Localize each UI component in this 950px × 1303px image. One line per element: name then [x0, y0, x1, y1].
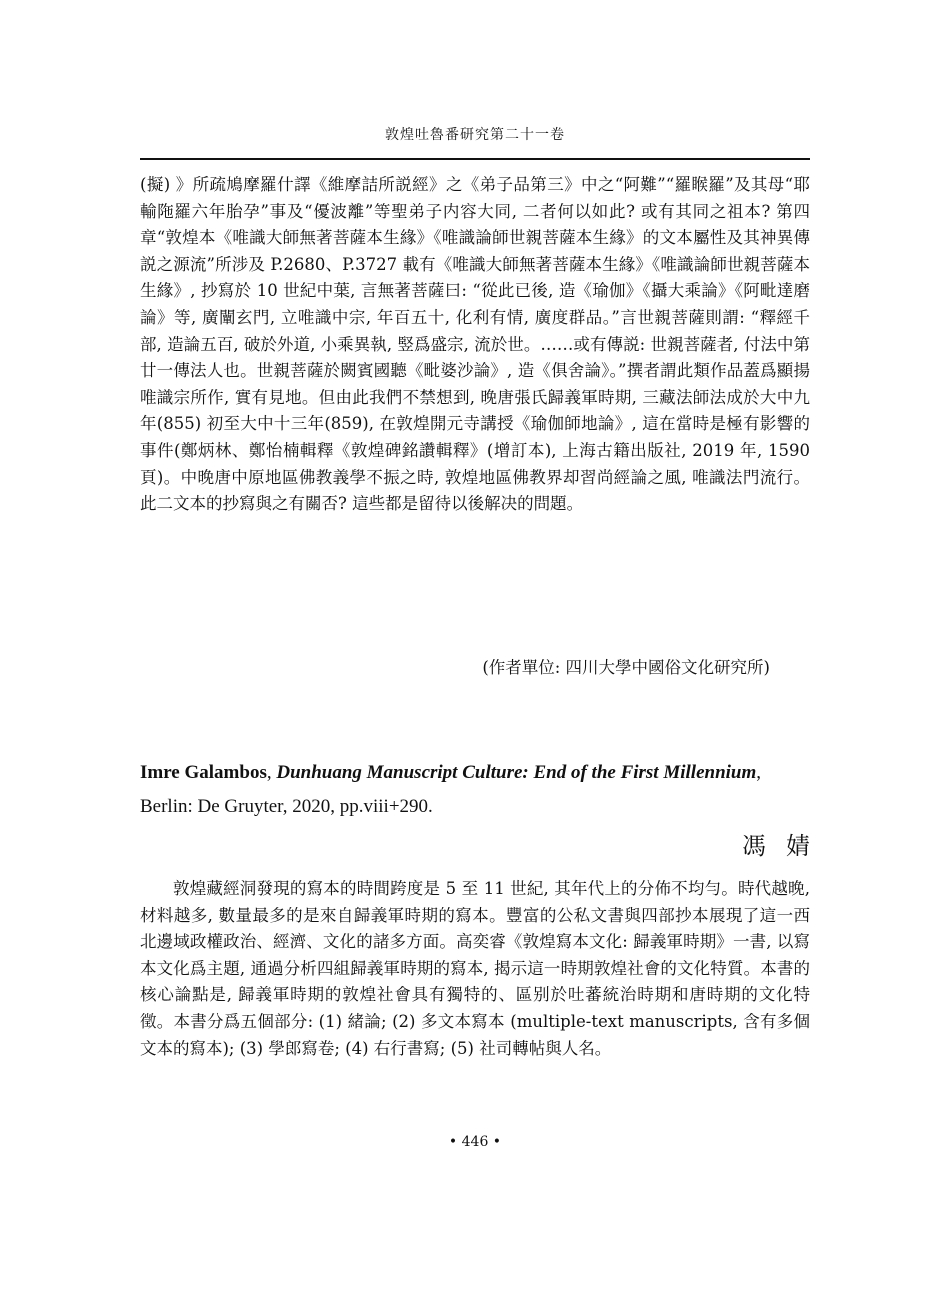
review-citation: [140, 756, 810, 824]
citation-publication: Berlin: De Gruyter, 2020, pp.viii+290.: [140, 796, 433, 817]
citation-separator: ,: [756, 762, 762, 783]
running-header: 敦煌吐魯番研究第二十一卷: [385, 127, 565, 143]
reviewer-name: 馮婧: [742, 832, 830, 860]
review-paragraph: 敦煌藏經洞發現的寫本的時間跨度是 5 至 11 世紀, 其年代上的分佈不均勻。時代越晚, 材料越多, 數量最多的是來自歸義軍時期的寫本。豐富的公私文書與四部抄本展現了這一西北邊域政權政治、經濟、文化的諸多方面。高奕睿《敦煌寫本文化: 歸義軍時期》一書, 以寫本文化爲主題, 通過分析四組歸義軍時期的寫本, 揭示這一時期敦煌社會的文化特質。本書的核心論點是, 歸義軍時期的敦煌社會具有獨特的、區别於吐蕃統治時期和唐時期的文化特徵。本書分爲五個部分: (1) 緒論; (2) 多文本寫本 (multiple-text manuscripts, 含有多個文本的寫本); (3) 學郎寫卷; (4) 右行書寫; (5) 社司轉帖與人名。: [140, 879, 810, 1058]
citation-author: Imre Galambos: [140, 762, 267, 783]
header-rule: [140, 158, 810, 160]
citation-book-title: Dunhuang Manuscript Culture: End of the First Millennium: [276, 762, 757, 783]
citation-separator: ,: [266, 762, 277, 783]
page-number: • 446 •: [448, 1134, 502, 1150]
author-affiliation: (作者單位: 四川大學中國俗文化研究所): [482, 658, 770, 677]
paragraph-1: (擬) 》所疏鳩摩羅什譯《維摩詰所説經》之《弟子品第三》中之“阿難”“羅睺羅”及其母“耶輸陁羅六年胎孕”事及“優波離”等聖弟子内容大同, 二者何以如此? 或有其同之祖本? 第四章“敦煌本《唯識大師無著菩薩本生緣》《唯識論師世親菩薩本生緣》的文本屬性及其神異傳説之源流”所涉及 P.2680、P.3727 載有《唯識大師無著菩薩本生緣》《唯識論師世親菩薩本生緣》, 抄寫於 10 世紀中葉, 言無著菩薩曰: “從此已後, 造《瑜伽》《攝大乘論》《阿毗達磨論》等, 廣闡玄門, 立唯識中宗, 年百五十, 化利有情, 廣度群品。”言世親菩薩則謂: “釋經千部, 造論五百, 破於外道, 小乘異執, 竪爲盛宗, 流於世。……或有傳説: 世親菩薩者, 付法中第廿一傳法人也。世親菩薩於闕賓國聽《毗婆沙論》, 造《俱舍論》。”撰者謂此類作品蓋爲顯揚唯識宗所作, 實有見地。但由此我們不禁想到, 晚唐張氏歸義軍時期, 三藏法師法成於大中九年(855) 初至大中十三年(859), 在敦煌開元寺講授《瑜伽師地論》, 這在當時是極有影響的事件(鄭炳林、鄭怡楠輯釋《敦煌碑銘讚輯釋》(增訂本), 上海古籍出版社, 2019 年, 1590 頁)。中晚唐中原地區佛教義學不振之時, 敦煌地區佛教界却習尚經論之風, 唯識法門流行。此二文本的抄寫與之有關否? 這些都是留待以後解决的問題。: [140, 175, 810, 514]
